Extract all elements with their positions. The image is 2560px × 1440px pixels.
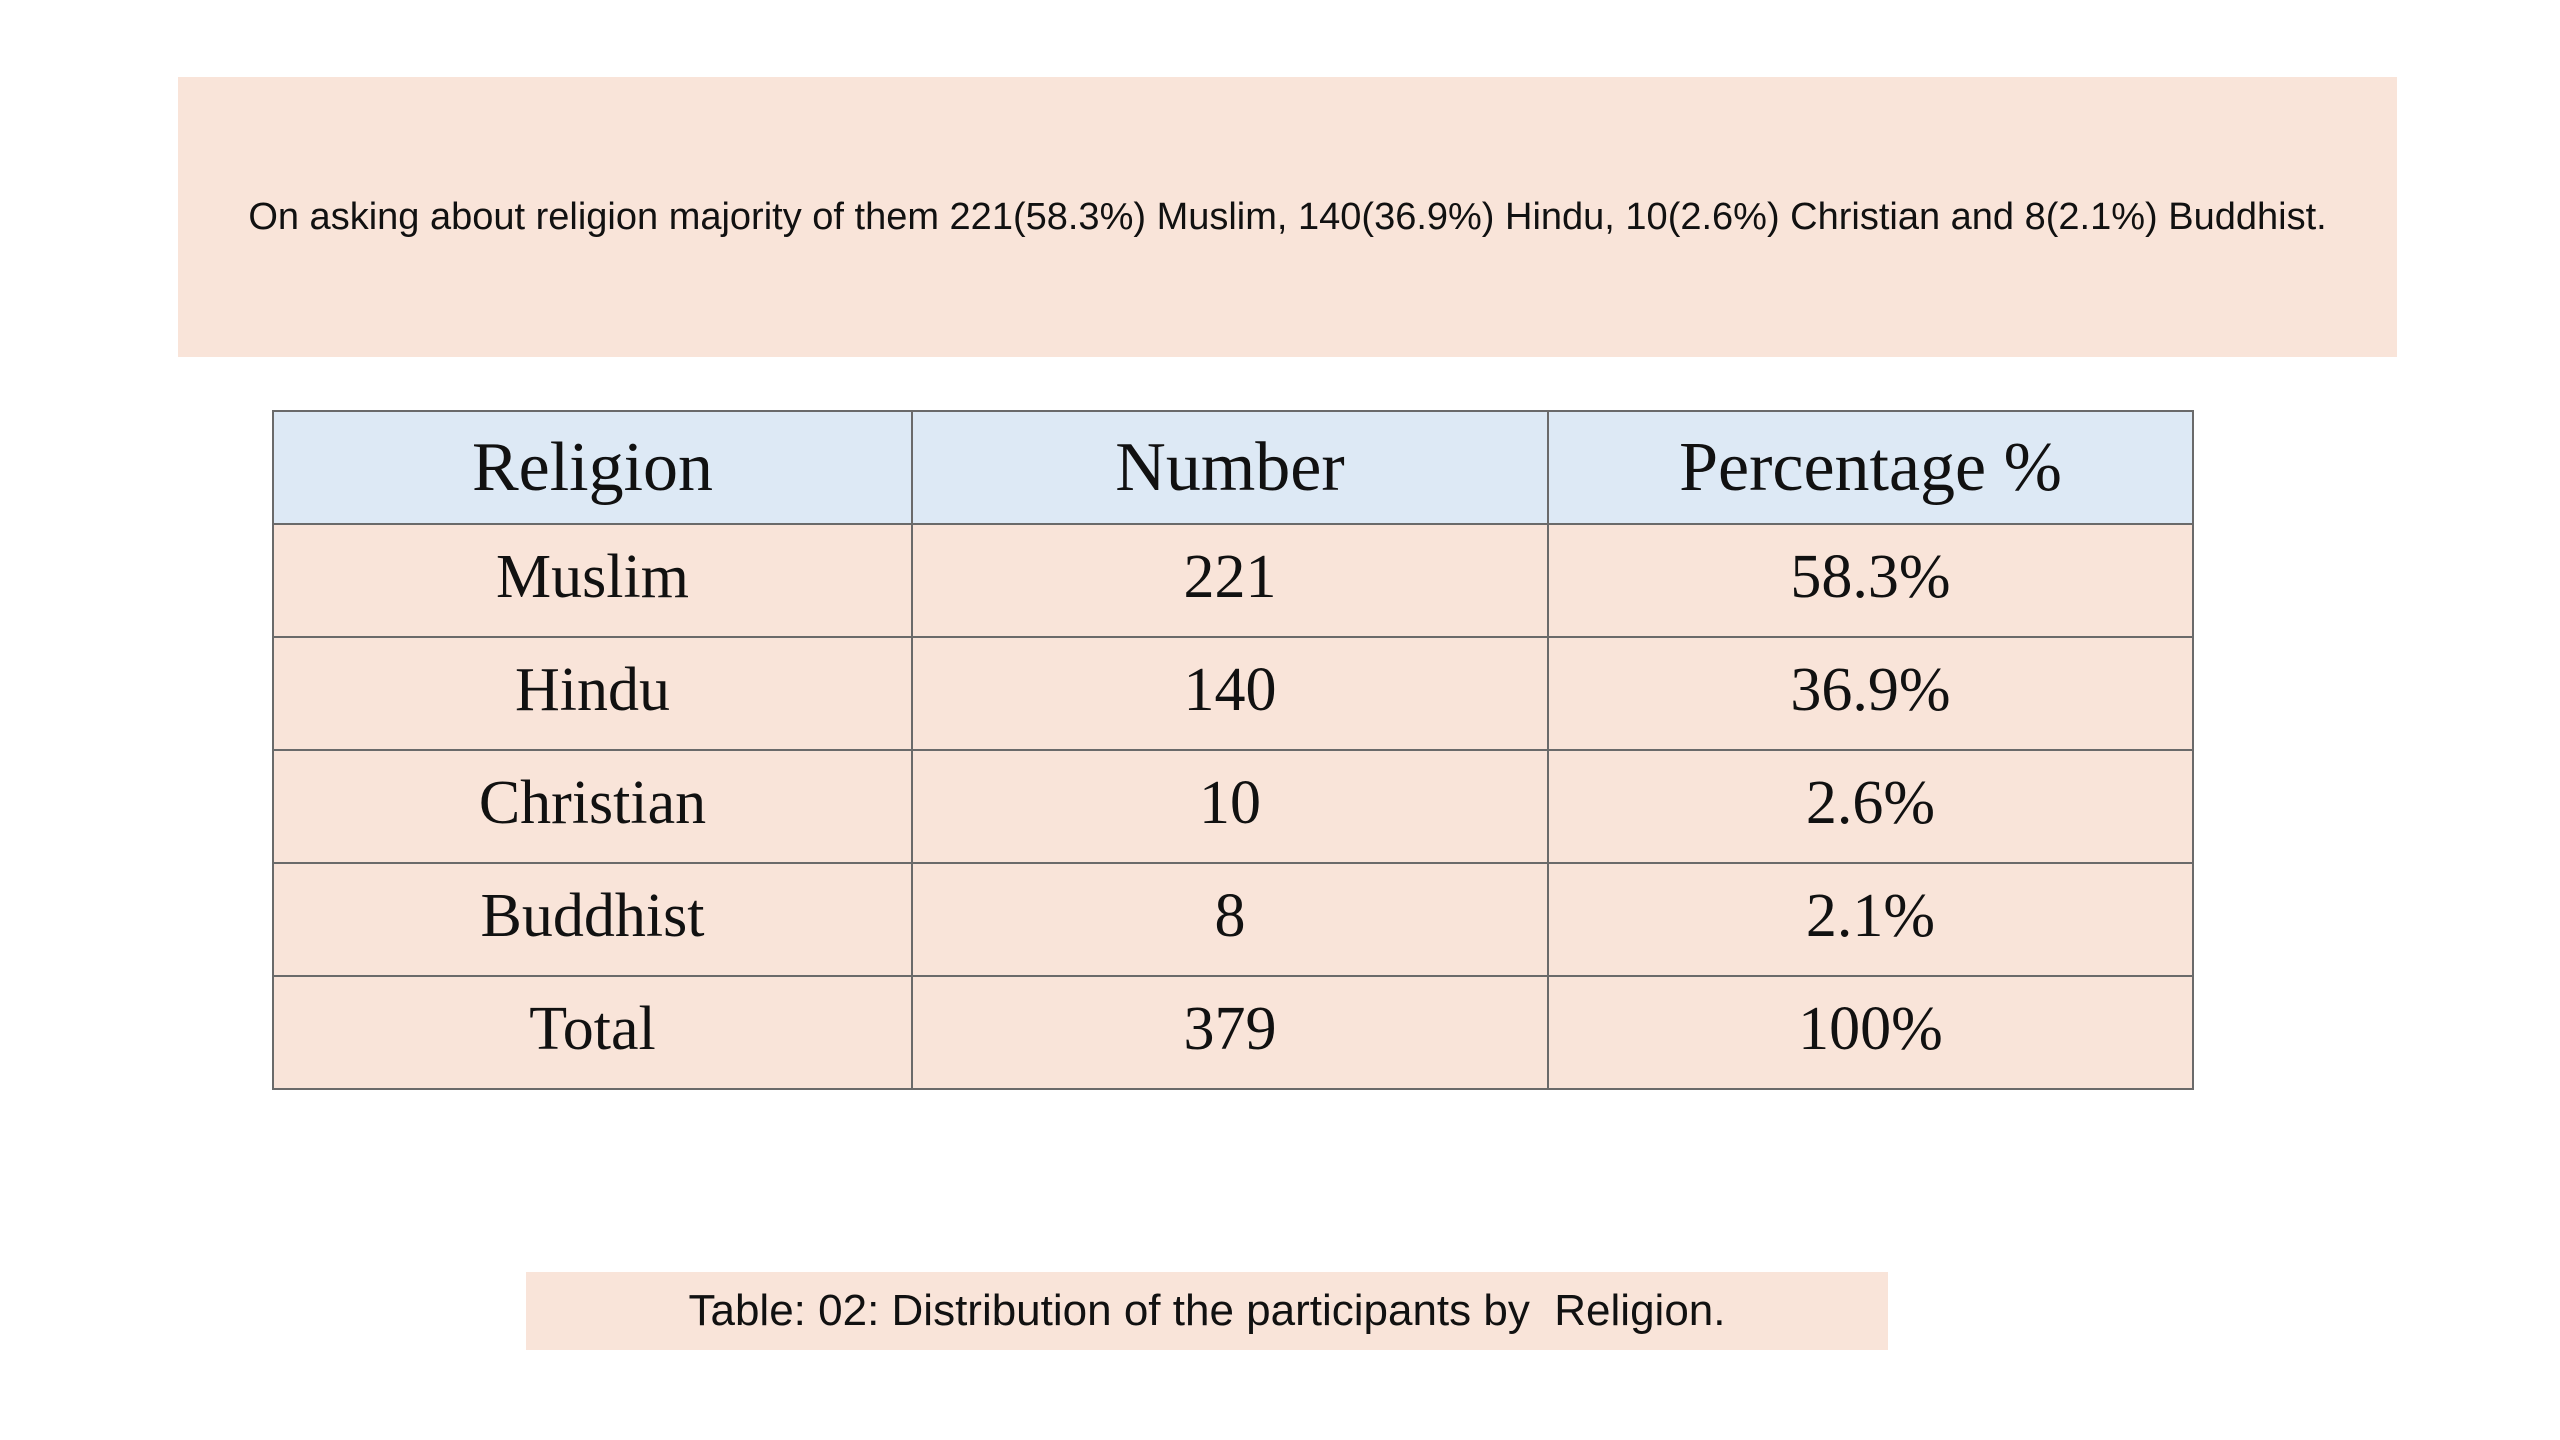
religion-table xyxy=(272,410,2194,1090)
cell-religion: Buddhist xyxy=(273,863,912,976)
cell-percentage: 58.3% xyxy=(1548,524,2193,637)
cell-number: 140 xyxy=(912,637,1548,750)
table-row xyxy=(273,863,2193,976)
caption-box xyxy=(526,1272,1888,1350)
cell-number: 8 xyxy=(912,863,1548,976)
cell-religion: Total xyxy=(273,976,912,1089)
summary-box xyxy=(178,77,2397,357)
cell-religion: Christian xyxy=(273,750,912,863)
cell-number: 379 xyxy=(912,976,1548,1089)
cell-percentage: 2.1% xyxy=(1548,863,2193,976)
header-religion: Religion xyxy=(273,411,912,524)
header-percentage: Percentage % xyxy=(1548,411,2193,524)
table-row xyxy=(273,750,2193,863)
table-row xyxy=(273,637,2193,750)
cell-percentage: 36.9% xyxy=(1548,637,2193,750)
table-row-total xyxy=(273,976,2193,1089)
cell-percentage: 100% xyxy=(1548,976,2193,1089)
cell-religion: Muslim xyxy=(273,524,912,637)
table-header-row xyxy=(273,411,2193,524)
summary-text: On asking about religion majority of them 221(58.3%) Muslim, 140(36.9%) Hindu, 10(2.6%) Christian and 8(2.1%) Buddhist. xyxy=(248,196,2327,238)
table-row xyxy=(273,524,2193,637)
cell-number: 10 xyxy=(912,750,1548,863)
table-caption: Table: 02: Distribution of the participants by Religion. xyxy=(688,1286,1726,1335)
cell-percentage: 2.6% xyxy=(1548,750,2193,863)
header-number: Number xyxy=(912,411,1548,524)
cell-number: 221 xyxy=(912,524,1548,637)
cell-religion: Hindu xyxy=(273,637,912,750)
